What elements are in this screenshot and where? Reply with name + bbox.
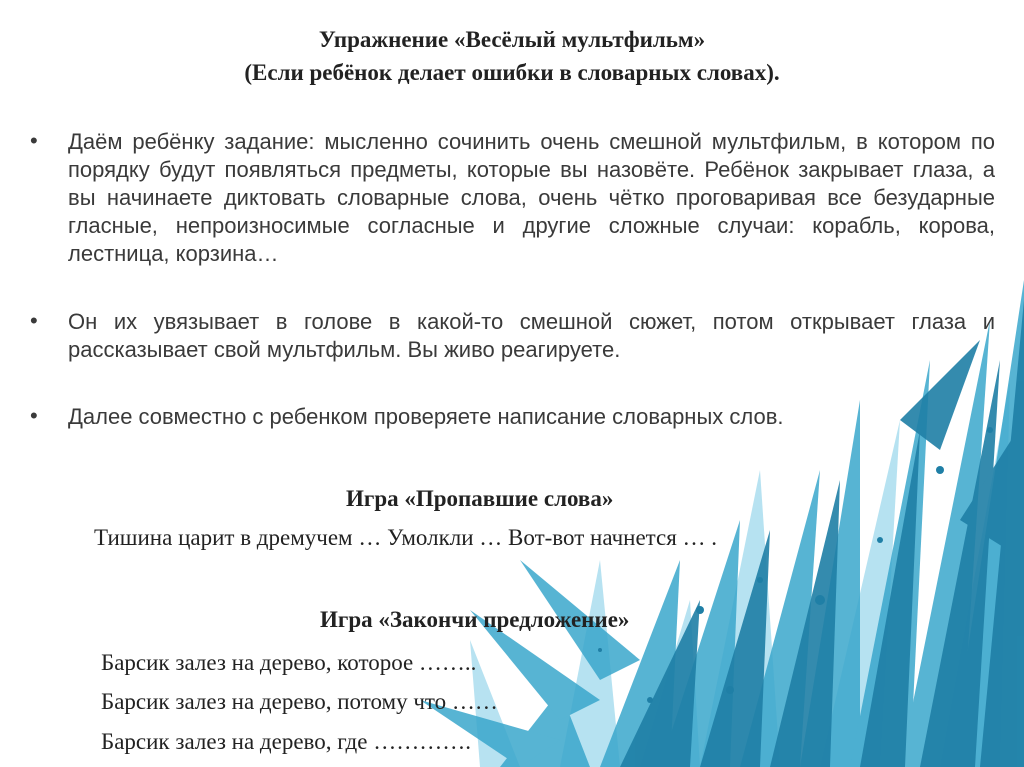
game-2-line: Барсик залез на дерево, потому что …… xyxy=(101,689,498,714)
bullet-marker: • xyxy=(30,403,38,428)
bullet-paragraph-2: Он их увязывает в голове в какой-то смешной сюжет, потом открывает глаза и рассказывает свой мультфильм. Вы живо реагируете. xyxy=(68,309,995,362)
bullet-marker: • xyxy=(30,128,38,153)
bullet-paragraph-1: Даём ребёнку задание: мысленно сочинить очень смешной мультфильм, в котором по порядку будут появляться предметы, которые вы назовёте. Ребёнок закрывает глаза, а вы начинаете диктовать словарные слова, очень чётко проговаривая все безударные гласные, непроизносимые согласные и другие сложные случаи: корабль, корова, лестница, корзина… xyxy=(68,129,995,266)
bullet-marker: • xyxy=(30,308,38,333)
slide-subtitle: (Если ребёнок делает ошибки в словарных словах). xyxy=(244,60,780,85)
game-2-title: Игра «Закончи предложение» xyxy=(320,607,630,632)
game-2-line: Барсик залез на дерево, которое …….. xyxy=(101,650,477,675)
bullet-paragraph-3: Далее совместно с ребенком проверяете написание словарных слов. xyxy=(68,404,784,429)
game-1-title: Игра «Пропавшие слова» xyxy=(346,486,614,511)
slide-title: Упражнение «Весёлый мультфильм» xyxy=(318,27,706,52)
game-2-line: Барсик залез на дерево, где …………. xyxy=(101,729,471,754)
game-1-text: Тишина царит в дремучем … Умолкли … Вот-вот начнется … . xyxy=(94,525,718,550)
